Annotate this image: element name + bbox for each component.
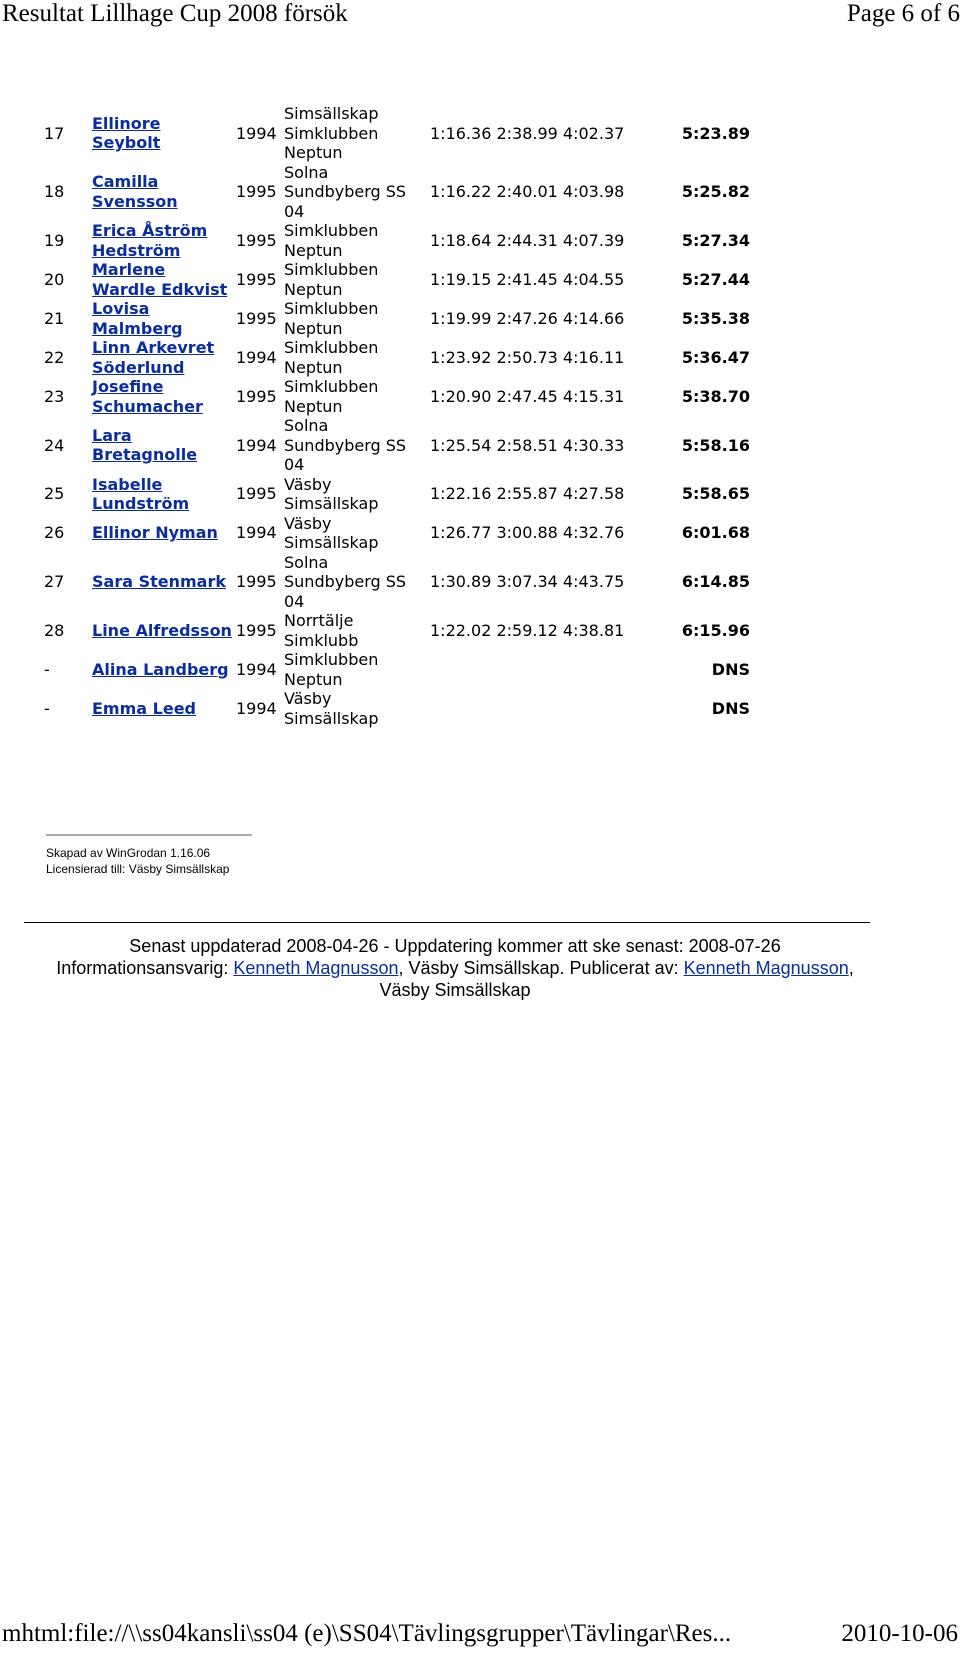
final-time-cell: 5:38.70 bbox=[681, 386, 750, 406]
club-cell: Solna Sundbyberg SS 04 bbox=[284, 416, 407, 474]
result-row bbox=[40, 611, 750, 650]
split-times-cell: 1:16.36 2:38.99 4:02.37 bbox=[430, 123, 625, 143]
print-header bbox=[0, 0, 960, 30]
result-row bbox=[40, 163, 750, 222]
swimmer-name-link[interactable]: Ellinore Seybolt bbox=[92, 113, 161, 153]
results-table bbox=[40, 104, 750, 728]
result-row bbox=[40, 475, 750, 514]
club-cell: Solna Sundbyberg SS 04 bbox=[284, 162, 407, 221]
result-row bbox=[40, 553, 750, 612]
place-cell: - bbox=[44, 698, 50, 718]
swimmer-name-link[interactable]: Lovisa Malmberg bbox=[92, 299, 183, 338]
split-times-cell: 1:26.77 3:00.88 4:32.76 bbox=[430, 523, 625, 543]
birth-year-cell: 1995 bbox=[236, 269, 277, 289]
place-cell: 28 bbox=[44, 620, 65, 640]
publisher-link[interactable]: Kenneth Magnusson bbox=[683, 958, 849, 978]
place-cell: - bbox=[44, 659, 50, 679]
print-date: 2010-10-06 bbox=[841, 1620, 958, 1647]
swimmer-name-cell bbox=[92, 260, 236, 299]
club-cell: Simklubben Neptun bbox=[284, 338, 379, 377]
birth-year-cell: 1994 bbox=[236, 435, 277, 455]
birth-year-cell: 1995 bbox=[236, 182, 277, 201]
place-cell: 18 bbox=[44, 182, 65, 201]
result-row bbox=[40, 221, 750, 260]
final-time-cell: 5:58.65 bbox=[681, 484, 750, 504]
split-times-cell: 1:19.15 2:41.45 4:04.55 bbox=[430, 269, 625, 289]
result-row bbox=[40, 338, 750, 377]
software-credit bbox=[46, 845, 229, 877]
update-info bbox=[40, 935, 870, 1001]
swimmer-name-link[interactable]: Ellinor Nyman bbox=[92, 523, 218, 543]
birth-year-cell: 1994 bbox=[236, 347, 277, 367]
split-times-cell: 1:16.22 2:40.01 4:03.98 bbox=[430, 182, 625, 201]
swimmer-name-link[interactable]: Alina Landberg bbox=[92, 659, 229, 679]
result-row bbox=[40, 689, 750, 728]
split-times-cell bbox=[430, 650, 670, 689]
info-mid: , Väsby Simsällskap. Publicerat av: bbox=[398, 958, 684, 978]
club-cell: Väsby Simsällskap bbox=[284, 689, 379, 728]
club-cell: Simklubben Neptun bbox=[284, 377, 379, 416]
birth-year-cell: 1995 bbox=[236, 386, 277, 406]
swimmer-name-cell bbox=[92, 475, 236, 514]
info-suffix: , Väsby Simsällskap bbox=[379, 958, 854, 1000]
main-divider bbox=[24, 922, 870, 923]
swimmer-name-cell bbox=[92, 163, 236, 222]
swimmer-name-link[interactable]: Isabelle Lundström bbox=[92, 474, 190, 513]
club-cell: Simklubben Neptun bbox=[284, 221, 379, 260]
club-cell: Solna Sundbyberg SS 04 bbox=[284, 552, 407, 611]
result-row bbox=[40, 260, 750, 299]
swimmer-name-link[interactable]: Camilla Svensson bbox=[92, 172, 178, 211]
place-cell: 24 bbox=[44, 435, 65, 455]
final-time-cell: 6:14.85 bbox=[681, 572, 750, 591]
final-time-cell: DNS bbox=[711, 698, 750, 718]
final-time-cell: 5:27.34 bbox=[681, 230, 750, 250]
swimmer-name-cell bbox=[92, 338, 236, 377]
club-cell: Simsällskap Simklubben Neptun bbox=[284, 104, 379, 162]
place-cell: 26 bbox=[44, 523, 65, 543]
result-row bbox=[40, 416, 750, 475]
place-cell: 17 bbox=[44, 123, 65, 143]
final-time-cell: 5:36.47 bbox=[681, 347, 750, 367]
created-by-text: Skapad av WinGrodan 1.16.06 bbox=[46, 846, 211, 860]
result-row bbox=[40, 514, 750, 553]
last-updated-text: Senast uppdaterad 2008-04-26 - Uppdatering kommer att ske senast: 2008-07-26 bbox=[129, 936, 781, 956]
result-row bbox=[40, 104, 750, 163]
club-cell: Simklubben Neptun bbox=[284, 299, 379, 338]
split-times-cell: 1:30.89 3:07.34 4:43.75 bbox=[430, 572, 625, 591]
swimmer-name-cell bbox=[92, 377, 236, 416]
club-cell: Norrtälje Simklubb bbox=[284, 611, 359, 650]
club-cell: Simklubben Neptun bbox=[284, 650, 379, 689]
swimmer-name-link[interactable]: Linn Arkevret Söderlund bbox=[92, 338, 215, 377]
result-row bbox=[40, 377, 750, 416]
swimmer-name-cell bbox=[92, 299, 236, 338]
place-cell: 21 bbox=[44, 308, 65, 328]
document-title: Resultat Lillhage Cup 2008 försök bbox=[2, 0, 348, 27]
birth-year-cell: 1995 bbox=[236, 484, 277, 504]
swimmer-name-cell bbox=[92, 104, 236, 163]
birth-year-cell: 1994 bbox=[236, 523, 277, 543]
birth-year-cell: 1994 bbox=[236, 659, 277, 679]
swimmer-name-cell bbox=[92, 221, 236, 260]
club-cell: Simklubben Neptun bbox=[284, 260, 379, 299]
place-cell: 20 bbox=[44, 269, 65, 289]
file-path: mhtml:file://\\ss04kansli\ss04 (e)\SS04\Tävlingsgrupper\Tävlingar\Res... bbox=[2, 1620, 732, 1647]
final-time-cell: 5:27.44 bbox=[681, 269, 750, 289]
swimmer-name-cell bbox=[92, 416, 236, 475]
split-times-cell: 1:25.54 2:58.51 4:30.33 bbox=[430, 435, 625, 455]
swimmer-name-cell bbox=[92, 553, 236, 612]
swimmer-name-cell bbox=[92, 689, 236, 728]
birth-year-cell: 1995 bbox=[236, 572, 277, 591]
swimmer-name-link[interactable]: Erica Åström Hedström bbox=[92, 221, 208, 260]
place-cell: 22 bbox=[44, 347, 65, 367]
place-cell: 23 bbox=[44, 386, 65, 406]
responsible-text bbox=[40, 957, 870, 1001]
place-cell: 19 bbox=[44, 230, 65, 250]
final-time-cell: 5:23.89 bbox=[681, 123, 750, 143]
responsible-link[interactable]: Kenneth Magnusson bbox=[233, 958, 399, 978]
split-times-cell: 1:20.90 2:47.45 4:15.31 bbox=[430, 386, 625, 406]
final-time-cell: 6:15.96 bbox=[681, 620, 750, 640]
split-times-cell: 1:23.92 2:50.73 4:16.11 bbox=[430, 347, 625, 367]
swimmer-name-link[interactable]: Lara Bretagnolle bbox=[92, 425, 198, 465]
birth-year-cell: 1994 bbox=[236, 123, 277, 143]
final-time-cell: 5:35.38 bbox=[681, 308, 750, 328]
split-times-cell: 1:22.16 2:55.87 4:27.58 bbox=[430, 484, 625, 504]
birth-year-cell: 1995 bbox=[236, 308, 277, 328]
swimmer-name-link[interactable]: Emma Leed bbox=[92, 698, 196, 718]
swimmer-name-cell bbox=[92, 514, 236, 553]
birth-year-cell: 1995 bbox=[236, 620, 277, 640]
place-cell: 25 bbox=[44, 484, 65, 504]
final-time-cell: DNS bbox=[711, 659, 750, 679]
swimmer-name-link[interactable]: Sara Stenmark bbox=[92, 572, 226, 591]
footer-divider bbox=[46, 834, 252, 836]
result-row bbox=[40, 299, 750, 338]
place-cell: 27 bbox=[44, 572, 65, 591]
swimmer-name-link[interactable]: Josefine Schumacher bbox=[92, 377, 203, 416]
split-times-cell bbox=[430, 689, 670, 728]
page-number: Page 6 of 6 bbox=[846, 0, 960, 27]
result-row bbox=[40, 650, 750, 689]
licensed-to-text: Licensierad till: Väsby Simsällskap bbox=[46, 862, 230, 876]
swimmer-name-link[interactable]: Marlene Wardle Edkvist bbox=[92, 260, 228, 299]
split-times-cell: 1:18.64 2:44.31 4:07.39 bbox=[430, 230, 625, 250]
split-times-cell: 1:19.99 2:47.26 4:14.66 bbox=[430, 308, 625, 328]
club-cell: Väsby Simsällskap bbox=[284, 474, 379, 513]
swimmer-name-link[interactable]: Line Alfredsson bbox=[92, 620, 232, 640]
final-time-cell: 5:25.82 bbox=[681, 182, 750, 201]
club-cell: Väsby Simsällskap bbox=[284, 513, 379, 552]
birth-year-cell: 1994 bbox=[236, 698, 277, 718]
results-body bbox=[40, 104, 750, 728]
final-time-cell: 6:01.68 bbox=[681, 523, 750, 543]
swimmer-name-cell bbox=[92, 650, 236, 689]
birth-year-cell: 1995 bbox=[236, 230, 277, 250]
final-time-cell: 5:58.16 bbox=[681, 435, 750, 455]
swimmer-name-cell bbox=[92, 611, 236, 650]
print-footer bbox=[0, 1620, 960, 1650]
split-times-cell: 1:22.02 2:59.12 4:38.81 bbox=[430, 620, 625, 640]
info-prefix: Informationsansvarig: bbox=[56, 958, 234, 978]
